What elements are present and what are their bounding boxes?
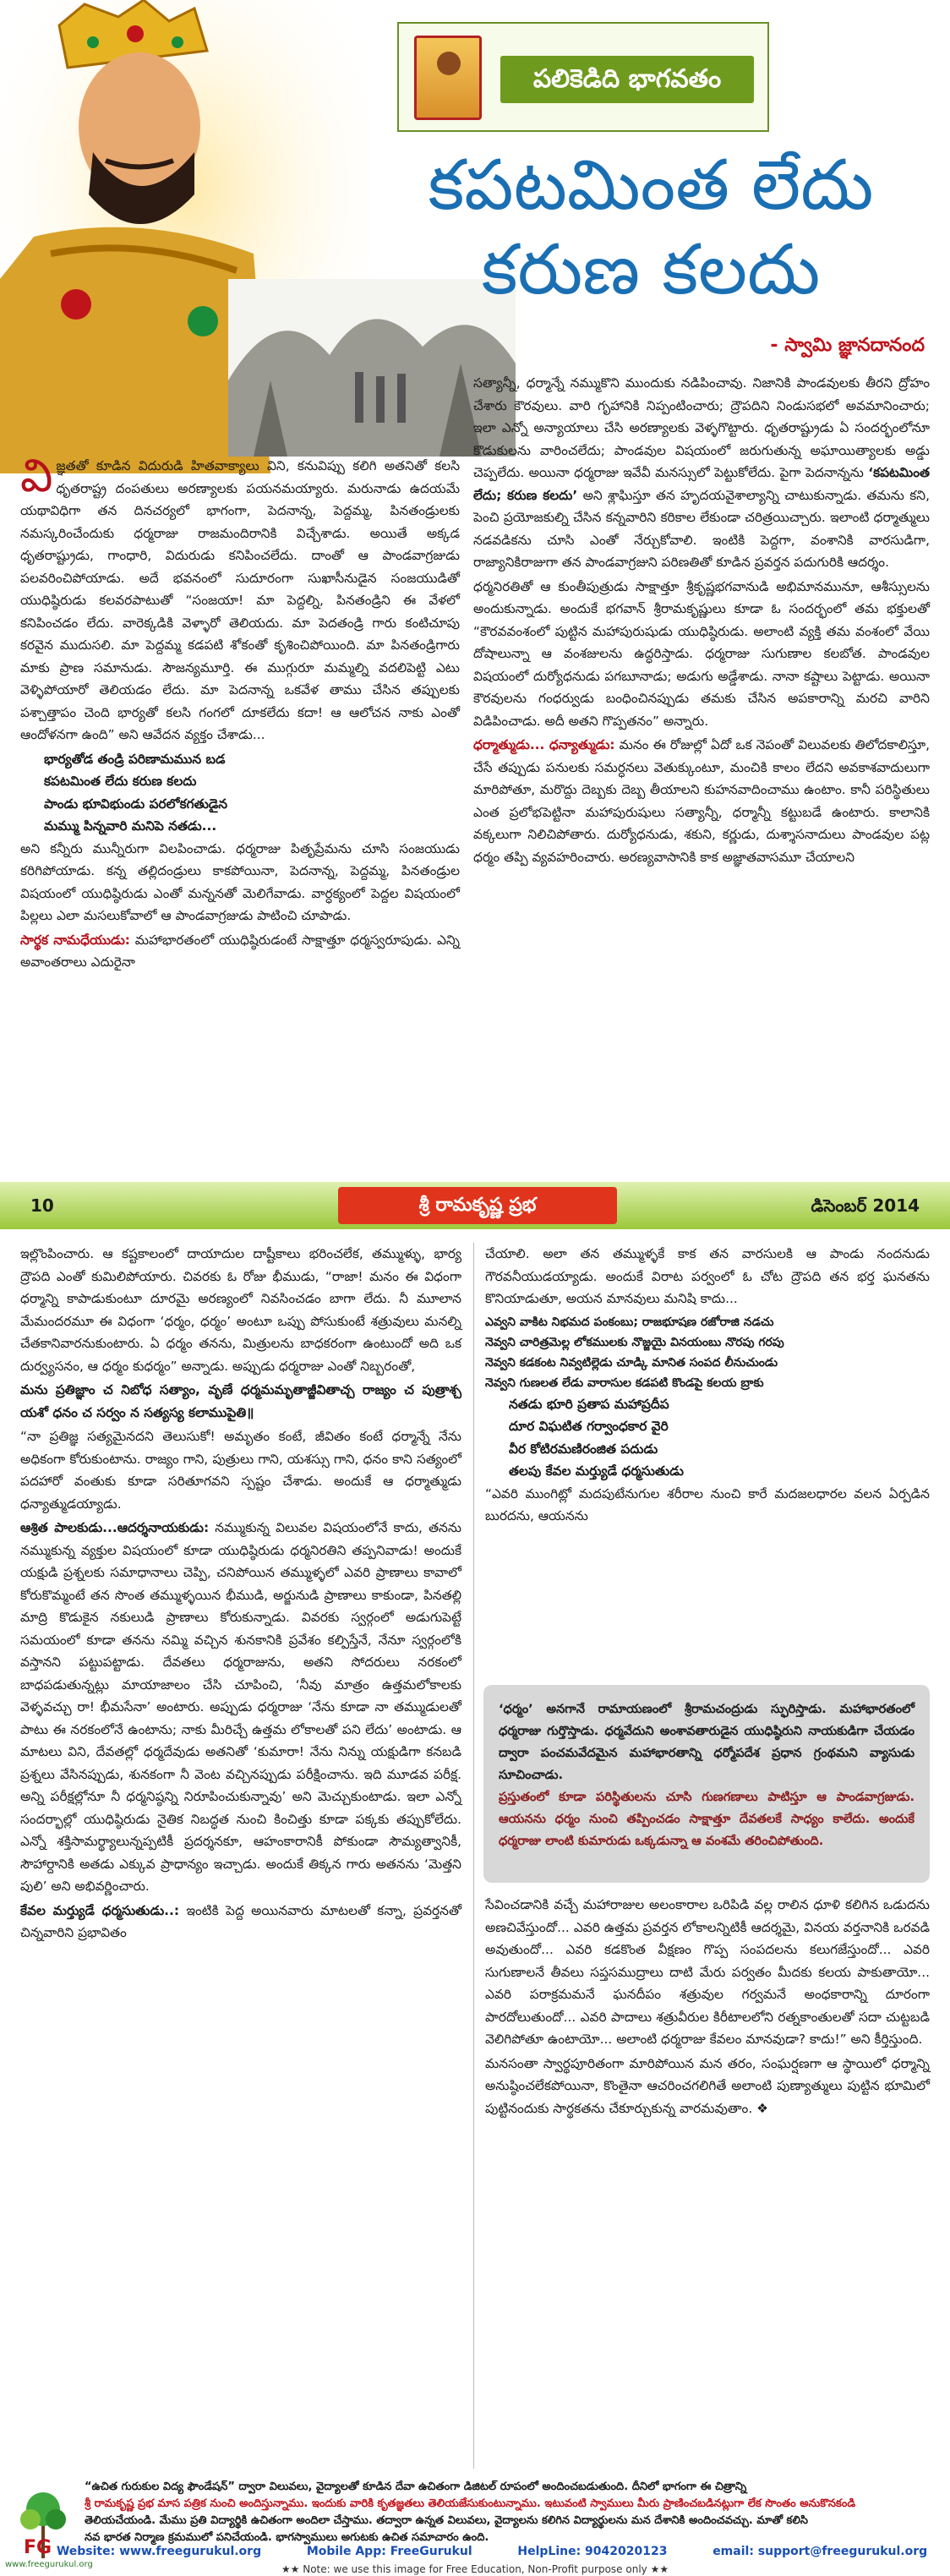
paragraph bbox=[20, 449, 460, 747]
svg-text:FG: FG bbox=[24, 2537, 52, 2558]
poem-line: నతడు భూరి ప్రతాప మహాప్రదీప bbox=[509, 1396, 669, 1412]
paragraph bbox=[20, 1900, 461, 1944]
paragraph-text: జ్ఞతతో కూడిన విదురుడి హితవాక్యాలు విని, కనువిప్పు కలిగి అతనితో కలసి ధృతరాష్ట్ర దంపతులు అరణ్యాలకు పయనమయ్యారు. మరునాడు ఉదయమే యథావిధిగా తన దినచర్యలో భాగంగా, పెదనాన్న, పెద్దమ్మ, పినతండ్రులకు నమస్కరించేందుకు ధర్మరాజు రాజమందిరానికి విచ్చేశాడు. అయితే అక్కడ ధృతరాష్ట్రుడు, గాంధారి, విదురుడు కనిపించలేదు. దాంతో ఆ పాండవాగ్రజుడు పలవరించిపోయాడు. అదే భవనంలో సుదూరంగా సుఖాసీనుడైన సంజయుడితో యుధిష్ఠిరుడు కలవరపాటుతో “సంజయా! మా పెద్దల్ని, పినతండ్రిని ఈ వేళలో కనిపించడం లేదు. వారెక్కడికి వెళ్ళారో తెలియదు. మా పెదతండ్రి గారు కంటిచూపు కరవైన ముదుసలి. మా పెద్దమ్మ కడపటి శోకంతో కృశించిపోయింది. మా పినతండ్రిగారు మాకు ప్రాణ సమానుడు. సౌజన్యమూర్తి. ఈ ముగ్గురూ మమ్మల్ని వదలిపెట్టి ఎటు వెళ్ళిపోయారో తెలియడం లేదు. మా పెదనాన్న ఒకవేళ తాము చేసిన తప్పులకు పశ్చాత్తాపం చెంది భార్యతో కలసి గంగలో దూకలేదు కదా! ఆ ఆలోచన నాకు ఎంతో ఆందోళనగా ఉంది” అని ఆవేదన వ్యక్తం చేశాడు... bbox=[20, 458, 460, 742]
poem-block bbox=[485, 1393, 930, 1483]
poem-line: నెవ్వని చారిత్రమెల్ల లోకములకు నొజ్జయై వినయంబు నొరపు గరపు bbox=[485, 1335, 784, 1349]
issue-date: డిసెంబర్ 2014 bbox=[811, 1195, 920, 1216]
section-heading: ఆశ్రిత పాలకుడు...ఆదర్శనాయకుడు: bbox=[20, 1520, 210, 1535]
section-heading: ధర్మాత్ముడు... ధన్యాత్ముడు: bbox=[473, 737, 615, 752]
column-left-bottom bbox=[20, 1243, 461, 1946]
column-left-top bbox=[20, 449, 460, 976]
poem-line: తలపు కేవల మర్త్యుడే ధర్మసుతుడు bbox=[509, 1463, 684, 1479]
poem-line: భార్యతోడ తండ్రి పరిణామమున బడ bbox=[44, 751, 226, 767]
column-right-tail bbox=[485, 1894, 930, 2121]
series-banner bbox=[397, 22, 769, 132]
paragraph: “ఎవరి ముంగిట్లో మదపుటేనుగుల శరీరాల నుంచి కారే మదజలధారల వలన ఏర్పడిన బురదను, ఆయనను bbox=[485, 1485, 930, 1523]
paragraph bbox=[473, 372, 930, 574]
email-link[interactable]: email: support@freegurukul.org bbox=[712, 2545, 928, 2558]
title-line-2: కరుణ కలదు bbox=[481, 230, 821, 310]
poem-line: మమ్ము పిన్నవారి మనిపె నతడు... bbox=[44, 818, 217, 834]
author-byline: - స్వామి జ్ఞానదానంద bbox=[770, 335, 925, 356]
paragraph-text: మహాభారతంలో యుధిష్ఠిరుడంటే సాక్షాత్తూ ధర్మస్వరూపుడు. ఎన్ని అవాంతరాలు ఎదురైనా bbox=[20, 932, 460, 970]
title-line-1: కపటమింత లేదు bbox=[428, 145, 874, 226]
paragraph-text: అని శ్లాఘిస్తూ తన హృదయవైశాల్యాన్ని చాటుకున్నాడు. తమను కని, పెంచి ప్రయోజకుల్ని చేసిన కన్నవారిని కరికాల లేకుండా చరిత్రయిచ్చారు. ఇలాంటి ధర్మాత్ములు నడవడికను చూసి ఎంతో నేర్చుకోవాలి. ఇంటికి పెద్దగా, వంశానికి వారసుడిగా, రాజ్యానికిరాజుగా తన పాండవాగ్రజుని పరిణతితో కూడిన ప్రవర్తన పదుగురికి ఆదర్శం. bbox=[473, 487, 931, 570]
paragraph: ధర్మనిరతితో ఆ కుంతీపుత్రుడు సాక్షాత్తూ శ్రీకృష్ణభగవానుడి అభిమానమునూ, ఆశీస్సులను అందుకున్నాడు. అందుకే భగవాన్ శ్రీరామకృష్ణులు కూడా ఓ సందర్భంలో తమ భక్తులతో “కౌరవవంశంలో పుట్టిన మహాపురుషుడు యుధిష్ఠిరుడు. అలాంటి వ్యక్తి తమ వంశంలో వేయి దోషాలున్నా ఆ వంశజులను ఉద్ధరిస్తాడు. ధర్మరాజు సుగుణాల కలబోత. పాండవుల విషయంలో దుర్యోధనుడు పగబూనాడు; అడుగు అడ్డేశాడు. నానా కష్టాలు పెట్టాడు. అయినా కౌరవులను గంధర్వుడు బంధించినప్పుడు తమకు చేసిన అపకారాన్ని మరచి వారిని విడిపించాడు. అదీ అతని గొప్పతనం” అన్నారు. bbox=[473, 578, 930, 729]
poem-block bbox=[485, 1312, 930, 1393]
mobile-app-link[interactable]: Mobile App: FreeGurukul bbox=[306, 2545, 472, 2558]
column-right-bottom bbox=[485, 1243, 930, 1529]
column-right-top bbox=[473, 372, 930, 870]
pull-quote-box bbox=[483, 1685, 930, 1883]
magazine-title: శ్రీ రామకృష్ణ ప్రభ bbox=[338, 1187, 617, 1224]
paragraph: అని కన్నీరు మున్నీరుగా విలపించాడు. ధర్మరాజు పితృప్రేమను చూసి సంజయుడు కరిగిపోయాడు. కన్న తల్లిదండ్రులు కాకపోయినా, పెదనాన్న, పెద్దమ్మ, పినతండ్రుల విషయంలో యుధిష్ఠిరుడు ఎంతో మన్ననతో మెలిగేవాడు. వార్ధక్యంలో పెద్దల విషయంలో పిల్లలు ఎలా మసలుకోవాలో ఆ పాండవాగ్రజుడు పాటించి చూపాడు. bbox=[20, 840, 460, 923]
poem-line: వీర కోటిరమణిరంజిత పదుడు bbox=[509, 1441, 658, 1457]
drop-cap: వి bbox=[20, 449, 53, 502]
promo-line: తెలియచేయండి. మేము ప్రతి విద్యార్థికి ఉచితంగా అందిలా చేస్తాము. తద్వారా ఉన్నత విలువలు, వైద్యాలను కలిగిన విద్యార్థులను మన దేశానికి అందించవచ్చు. మాతో కలిసి bbox=[85, 2514, 808, 2527]
section-heading: సార్థక నామధేయుడు: bbox=[20, 932, 130, 948]
paragraph bbox=[473, 734, 930, 868]
page-number: 10 bbox=[30, 1195, 54, 1216]
helpline-number[interactable]: HelpLine: 9042020123 bbox=[517, 2545, 668, 2558]
paragraph: సేవించడానికి వచ్చే మహారాజుల అలంకారాల ఒరిపిడి వల్ల రాలిన ధూళి కలిగిన ఒడుదను అణచివేస్తుందో... ఎవరి ఉత్తమ ప్రవర్తన లోకాలన్నిటికీ ఆదర్శమై, వినయ వర్తనానికి ఒరవడి అవుతుందో... ఎవరి కడకొంత వీక్షణం గొప్ప సంపదలను కలుగజేస్తుందో... ఎవరి సుగుణాలనే తీవలు సప్తసముద్రాలు దాటి మేరు పర్వతం మీదకు కలయ పాకుతాయో... ఎవరి పరాక్రమమనే ఘనదీపం శత్రువుల గర్వమనే అంధకారాన్ని దూరంగా పారదోలుతుందో... ఎవరి పాదాలు శత్రువీరుల కిరీటాలలోని రత్నకాంతులతో సదా చుట్టబడి వెలిగిపోతూ ఉంటాయో... అలాంటి ధర్మరాజు కేవలం మానవుడా? కాదు!” అని కీర్తిస్తుంది. bbox=[485, 1897, 930, 2047]
poem-line: నెవ్వని కడకంట నివ్వటిల్లెడు చూడ్కి మానిత సంపద లీనుచుండు bbox=[485, 1355, 778, 1370]
promo-line: శ్రీ రామకృష్ణ ప్రభ మాస పత్రిక నుంచి అందిస్తున్నాము. ఇందుకు వారికి కృతజ్ఞతలు తెలియజేసుకుంటున్నాము. ఇటువంటి స్వాములు మీరు ప్రాణించబడినట్లుగా లేక సొంతం అనుకొనకండి bbox=[85, 2497, 856, 2510]
sanskrit-verse: మను ప్రతిజ్ఞాం చ నిబోధ సత్యాం, వృణే ధర్మమమృతాజ్జీవితాచ్చ రాజ్యం చ పుత్రాశ్చ యశో ధనం చ సర్వం న సత్యస్య కలాముపైతి॥ bbox=[20, 1382, 461, 1420]
poem-line: దూర విఘటిత గర్వాంధకార వైరి bbox=[509, 1419, 669, 1434]
poem-block bbox=[20, 748, 460, 838]
promo-text bbox=[85, 2479, 938, 2546]
logo-caption: www.freegurukul.org bbox=[5, 2560, 93, 2569]
page-footer-band bbox=[0, 1182, 950, 1229]
poem-line: పాండు భూవిభుండు పరలోకగతుడైన bbox=[44, 796, 228, 812]
paragraph-text: ఇంటికి పెద్ద అయినవారు మాటలతో కన్నా, ప్రవర్తనతో చిన్నవారిని ప్రభావితం bbox=[20, 1902, 461, 1940]
contact-bar bbox=[0, 2545, 950, 2562]
paragraph-text: మనం ఈ రోజుల్లో ఏదో ఒక నెపంతో విలువలకు తిలోదకాలిస్తూ, చేసే తప్పుడు పనులకు సమర్ధనలు వెతుక్కుంటూ, మంచికి కాలం లేదని అవకాశవాదులుగా మారిపోతూ, మరొద్దు దెబ్బకు దెబ్బ తీయాలని కుహనవాదించాము ఉంటాం. కానీ పరిస్థితులు ఎంత ప్రలోభపెట్టినా మహాపురుషులు సత్యాన్నీ, ధర్మాన్నీ కట్టుబడే ఉంటారు. కాలానికి వక్కలుగా నిలిచిపోతారు. దుర్యోధనుడు, శకుని, కర్ణుడు, దుశ్శాసనాదులు పాండవుల పట్ల ధర్మం తప్పి వ్యవహరించారు. అరణ్యవాసానికి కాక అజ్ఞాతవాసమూ చేయాలని bbox=[473, 737, 930, 865]
paragraph-text: సత్యాన్నీ, ధర్మాన్నే నమ్ముకొని ముందుకు నడిపించావు. నిజానికి పాండవులకు తీరని ద్రోహం చేశారు కౌరవులు. వారి గృహానికి నిప్పంటించారు; ద్రౌపదిని నిండుసభలో అవమానించారు; ఇలా ఎన్నో అన్యాయాలు చేసి అరణ్యాలకు వెళ్ళగొట్టారు. ధృతరాష్ట్రుడు ఏ సందర్భంలోనూ కొడుకులను వారించలేదు; పాండవుల విషయంలో జరుగుతున్న అఘాయిత్యాలకు అడ్డు చెప్పలేదు. అయినా ధర్మరాజు ఇవేవీ మనస్సులో పెట్టుకోలేదు. పైగా పెదనాన్నను bbox=[473, 375, 930, 480]
paragraph: చేయాలి. అలా తన తమ్ముళ్ళకే కాక తన వారసులకి ఆ పాండు నందనుడు గౌరవనీయుడయ్యాడు. అందుకే విరాట పర్వంలో ఓ చోట ద్రౌపది తన భర్త ఘనతను కొనియాడుతూ, అయన మానవులు మనిషి కాదు... bbox=[485, 1246, 930, 1306]
section-heading: కేవల మర్త్యుడే ధర్మసుతుడు..: bbox=[20, 1902, 180, 1918]
poem-line: కపటమింత లేదు కరుణ కలదు bbox=[44, 774, 197, 789]
series-label: పలికెడిది భాగవతం bbox=[500, 56, 754, 103]
paragraph bbox=[20, 1517, 461, 1898]
paragraph-text: నమ్ముకున్న విలువల విషయంలోనే కాదు, తనను నమ్ముకున్న వ్యక్తుల విషయంలో కూడా యుధిష్ఠిరుడు ధర్మనిరతిని తప్పనివాడు! అందుకే యక్షుడి ప్రశ్నలకు సమాధానాలు చెప్పి, చనిపోయిన తమ్ముళ్ళలో ఎవరి ప్రాణాలు కావాలో కోరుకొమ్మంటే తన సొంత తమ్ముళ్ళయిన భీముడి, అర్జునుడి ప్రాణాలు కాకుండా, పినతల్లి మాద్రి కొడుకైన నకులుడి ప్రాణాలు కోరుకున్నాడు. వివరకు స్వర్గంలో అడుగుపెట్టే సమయంలో కూడా తనను నమ్మి వచ్చిన శునకానికి ప్రవేశం కల్పిస్తేనే, నేనూ స్వర్గంలోకి వస్తానని పట్టుపట్టాడు. దేవతలు ధర్మరాజును, అతని సోదరులు నరకంలో బాధపడుతున్నట్లు మాయాజాలం చేసి చూపించి, ‘నీవు మాత్రం ఉత్తమలోకాలకు వెళ్ళవచ్చు రా! భీమసేనా’ అంటారు. అప్పుడు ధర్మరాజు ‘నేను కూడా నా తమ్ముడులతో పాటు ఈ నరకంలోనే ఉంటాను; నాకు మీరిచ్చే ఉత్తమ లోకాలతో పని లేదు’ అంటాడు. ఆ మాటలు విని, దేవతల్లో ధర్మదేవుడు అతనితో ‘కుమారా! నేను నిన్ను యక్షుడిగా కనబడి ప్రశ్నలు వేసినప్పుడు, శునకంగా నీ వెంట వచ్చినప్పుడు పరీక్షించాను. ఇది మూడవ పరీక్ష. అన్ని పరీక్షల్లోనూ నీ ధర్మనిష్ఠన్ని నిరూపించుకున్నావు’ అని మెచ్చుకుంటాడు. ఇలా ఎన్నో సందర్భాల్లో యుధిష్ఠిరుడు నైతిక నిబద్ధత నుంచి కించిత్తు కూడా పక్కకు తప్పుకోలేదు. ఎన్నో శక్తిసామర్థ్యాలున్నప్పటికీ ప్రదర్శనకూ, ఆహంకారానికీ పోకుండా సౌమ్యత్వానికీ, సౌహార్దానికి అతడు ఎక్కువ ప్రాధాన్యం ఇచ్చాడు. అందుకే తిక్కన గారు అతనను ‘మెత్తని పులి’ అని అభివర్ణించారు. bbox=[20, 1520, 461, 1894]
paragraph bbox=[20, 929, 460, 974]
pull-quote-text: ప్రస్తుతంలో కూడా పరిస్థితులను చూసి గుణగణాలు పాటిస్తూ ఆ పాండవాగ్రజుడు. ఆయనను ధర్మం నుంచి తప్పించడం సాక్షాత్తూ దేవతలకే సాధ్యం కాలేదు. అందుకే ధర్మరాజు లాంటి కుమారుడు ఒక్కడున్నా ఆ వంశమే తరించిపోతుంది. bbox=[499, 1790, 915, 1848]
poem-line: నెవ్వని గుణలత లేడు వారాసుల కడపటి కొండపై కలయ బ్రాకు bbox=[485, 1376, 764, 1390]
column-divider bbox=[473, 1243, 474, 2469]
poem-line: ఎవ్వని వాకిట నిభమద పంకంబు; రాజభూషణ రజోరాజి నడచు bbox=[485, 1315, 774, 1329]
promo-line: “ఉచిత గురుకుల విద్య ఫౌండేషన్” ద్వారా విలువలు, వైద్యాలతో కూడిన దేవా ఉచితంగా డిజిటల్ రూపంలో అందించబడుతుంది. దీనిలో భాగంగా ఈ చిత్రాన్ని bbox=[85, 2480, 747, 2493]
freegurukul-footer bbox=[0, 2472, 950, 2576]
pull-quote-text: ‘ధర్మం’ అనగానే రామాయణంలో శ్రీరామచంద్రుడు స్ఫురిస్తాడు. మహాభారతంలో ధర్మరాజు గుర్తొస్తాడు. ధర్మవేదుని అంశావతారుడైన యుధిష్ఠిరుని నాయకుడిగా చేయడం ద్వారా పంచమవేదమైన మహాభారతాన్ని ధర్మోపదేశ ప్రధాన గ్రంథమని వ్యాసుడు సూచించాడు. bbox=[499, 1702, 915, 1782]
website-link[interactable]: Website: www.freegurukul.org bbox=[56, 2545, 262, 2558]
article-title bbox=[372, 144, 930, 313]
saint-portrait-icon bbox=[414, 36, 482, 120]
paragraph: మనసంతా స్వార్థపూరితంగా మారిపోయిన మన తరం, సంఘర్షణగా ఆ స్థాయిలో ధర్మాన్ని అనుష్ఠించలేకపోయినా, కొంతైనా ఆచరించగలిగితే అలాంటి పుణ్యాత్ములు పుట్టిన భూమిలో పుట్టినందుకు సార్థకతను చేకూర్చుకున్న వారమవుతాం. ❖ bbox=[485, 2055, 930, 2116]
usage-note: ★★ Note: we use this image for Free Education, Non-Profit purpose only ★★ bbox=[281, 2563, 669, 2575]
paragraph: “నా ప్రతిజ్ఞ సత్యమైనదని తెలుసుకో! అమృతం కంటే, జీవితం కంటే ధర్మాన్నే నేను అధికంగా కోరుకుంటాను. రాజ్యం గాని, పుత్రులు గాని, యశస్సు గాని, ధనం కాని సత్యంలో పదహారో వంతుకు కూడా సరితూగవని స్పష్టం చేశాడు. అందుకే ఆ ధర్మాత్ముడు ధన్యాత్ముడయ్యాడు. bbox=[20, 1429, 461, 1512]
quote-highlight: ‘కపటమింత లేదు; కరుణ కలదు’ bbox=[473, 465, 930, 503]
paragraph: ఇల్లొంపించారు. ఆ కష్టకాలంలో దాయాదుల దాష్టీకాలు భరించలేక, తమ్ముళ్ళు, భార్య ద్రౌపది ఎంతో కుమిలిపోయారు. చివరకు ఓ రోజు భీముడు, “రాజా! మనం ఈ విధంగా ధర్మాన్ని కాపాడుకుంటూ దూరమై అరణ్యంలో నివసించడం బాగా లేదు. నీ మూలాన మేమందరమూ ఈ విధంగా ‘ధర్మం, ధర్మం’ అంటూ ఒప్పు పోసుకుంటే శత్రువులు మనల్ని చేతకానివారనుకుంటారు. ఏ ధర్మం తనను, మిత్రులను బాధకరంగా ఉంటుందో అది ఒక దుర్వ్యసనం, ఆ ధర్మం కుధర్మం” అన్నాడు. అప్పుడు ధర్మరాజు ఎంతో నిబ్బరంతో, bbox=[20, 1246, 461, 1374]
promo-line: నవ భారత నిర్మాణ క్రమములో పనిచేయండి. భాగస్వాములు అగుటకు ఉచిత సమాచారం ఉంది. bbox=[85, 2531, 489, 2544]
